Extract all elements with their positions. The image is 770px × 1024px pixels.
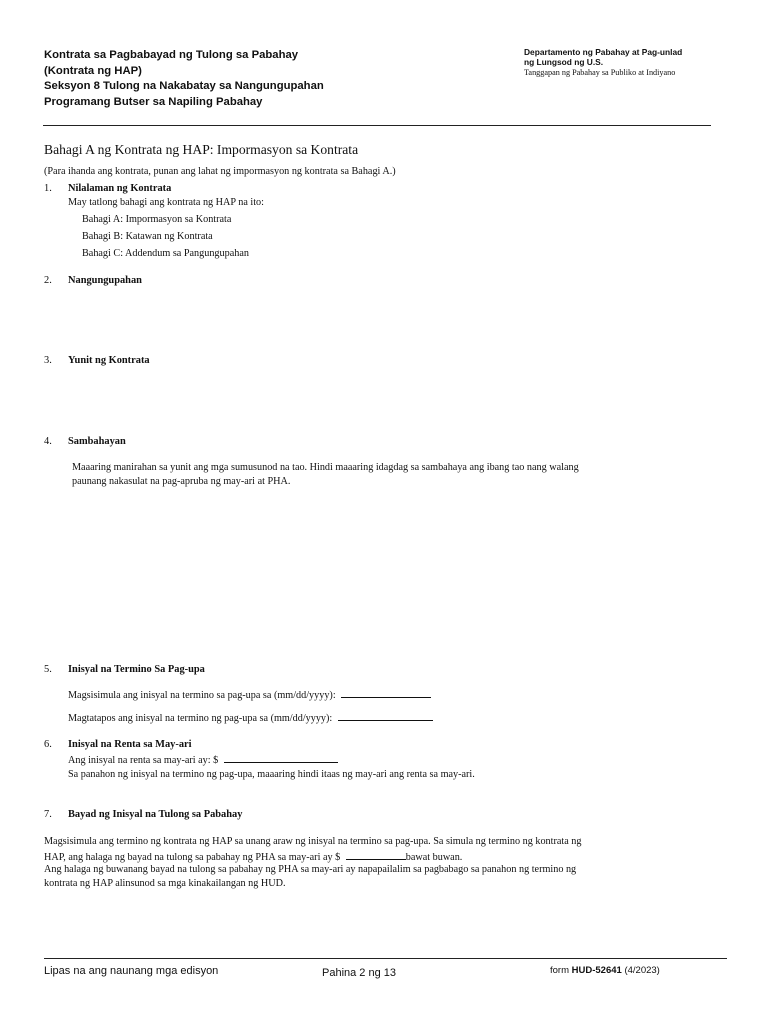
- section-heading-contract-unit: Yunit ng Kontrata: [68, 355, 150, 366]
- section-heading-household: Sambahayan: [68, 436, 126, 447]
- form-title-line: Kontrata sa Pagbabayad ng Tulong sa Pabahay: [44, 49, 299, 61]
- form-title-line: Programang Butser sa Napiling Pabahay: [44, 95, 263, 108]
- section-text: May tatlong bahagi ang kontrata ng HAP na ito:: [68, 197, 264, 208]
- lease-end-row: [68, 711, 433, 724]
- section-number: 2.: [44, 275, 52, 286]
- rent-label: Ang inisyal na renta sa may-ari ay: $: [68, 755, 219, 766]
- form-title-line: (Kontrata ng HAP): [44, 64, 142, 77]
- part-title: Bahagi A ng Kontrata ng HAP: Impormasyon sa Kontrata: [44, 142, 359, 157]
- office-name: Tanggapan ng Pabahay sa Publiko at Indiyano: [524, 68, 676, 77]
- lease-end-label: Magtatapos ang inisyal na termino ng pag-upa sa (mm/dd/yyyy):: [68, 713, 333, 724]
- page-number: Pahina 2 ng 13: [322, 967, 397, 979]
- footer-editions-note: Lipas na ang naunang mga edisyon: [44, 965, 219, 977]
- contract-part-item: Bahagi A: Impormasyon sa Kontrata: [82, 214, 232, 225]
- section-number: 1.: [44, 183, 52, 194]
- section-heading-contents: Nilalaman ng Kontrata: [68, 183, 172, 194]
- form-title-block: [44, 48, 464, 110]
- section-text: Magsisimula ang termino ng kontrata ng HAP sa unang araw ng inisyal na termino sa pag-upa. Sa simula ng termino ng kontrata ng: [44, 836, 582, 847]
- department-name: Departamento ng Pabahay at Pag-unlad: [524, 47, 683, 57]
- instructions: (Para ihanda ang kontrata, punan ang lahat ng impormasyon ng kontrata sa Bahagi A.): [44, 166, 396, 177]
- monthly-payment-field[interactable]: [346, 850, 406, 860]
- lease-start-row: [68, 688, 431, 701]
- section-text: kontrata ng HAP alinsunod sa mga kinakailangan ng HUD.: [44, 878, 286, 889]
- form-prefix: form: [550, 965, 572, 976]
- lease-start-date-field[interactable]: [341, 688, 431, 698]
- section-heading-initial-rent: Inisyal na Renta sa May-ari: [68, 739, 192, 750]
- section-number: 5.: [44, 664, 52, 675]
- section-heading-lease-term: Inisyal na Termino Sa Pag-upa: [68, 664, 205, 675]
- section-number: 7.: [44, 809, 52, 820]
- section-text: Ang halaga ng buwanang bayad na tulong sa pabahay ng PHA sa may-ari ay napapailalim sa pagbabago sa panahon ng termino ng: [44, 864, 577, 875]
- form-id: HUD-52641: [571, 965, 622, 976]
- header-divider: [43, 125, 711, 126]
- section-number: 4.: [44, 436, 52, 447]
- payment-row: [44, 850, 462, 863]
- section-text: Maaaring manirahan sa yunit ang mga sumusunod na tao. Hindi maaaring idagdag sa sambahaya ang ibang tao nang walang: [72, 462, 579, 473]
- lease-end-date-field[interactable]: [338, 711, 433, 721]
- payment-label: HAP, ang halaga ng bayad na tulong sa pabahay ng PHA sa may-ari ay $: [44, 852, 341, 863]
- footer-divider: [44, 958, 727, 959]
- agency-block: [524, 47, 734, 78]
- section-number: 3.: [44, 355, 52, 366]
- section-heading-tenant: Nangungupahan: [68, 275, 142, 286]
- section-heading-housing-assistance: Bayad ng Inisyal na Tulong sa Pabahay: [68, 809, 243, 820]
- contract-part-item: Bahagi C: Addendum sa Pangungupahan: [82, 248, 249, 259]
- payment-suffix: bawat buwan.: [405, 852, 463, 863]
- contract-part-item: Bahagi B: Katawan ng Kontrata: [82, 231, 213, 242]
- department-name: ng Lungsod ng U.S.: [524, 57, 604, 67]
- form-date: (4/2023): [621, 965, 660, 976]
- rent-row: [68, 753, 338, 766]
- rent-amount-field[interactable]: [224, 753, 338, 763]
- form-number: [550, 965, 660, 976]
- section-text: paunang nakasulat na pag-apruba ng may-ari at PHA.: [72, 476, 291, 487]
- section-number: 6.: [44, 739, 52, 750]
- lease-start-label: Magsisimula ang inisyal na termino sa pag-upa sa (mm/dd/yyyy):: [68, 690, 336, 701]
- form-title-line: Seksyon 8 Tulong na Nakabatay sa Nangungupahan: [44, 80, 324, 92]
- section-text: Sa panahon ng inisyal na termino ng pag-upa, maaaring hindi itaas ng may-ari ang renta sa may-ari.: [68, 769, 475, 780]
